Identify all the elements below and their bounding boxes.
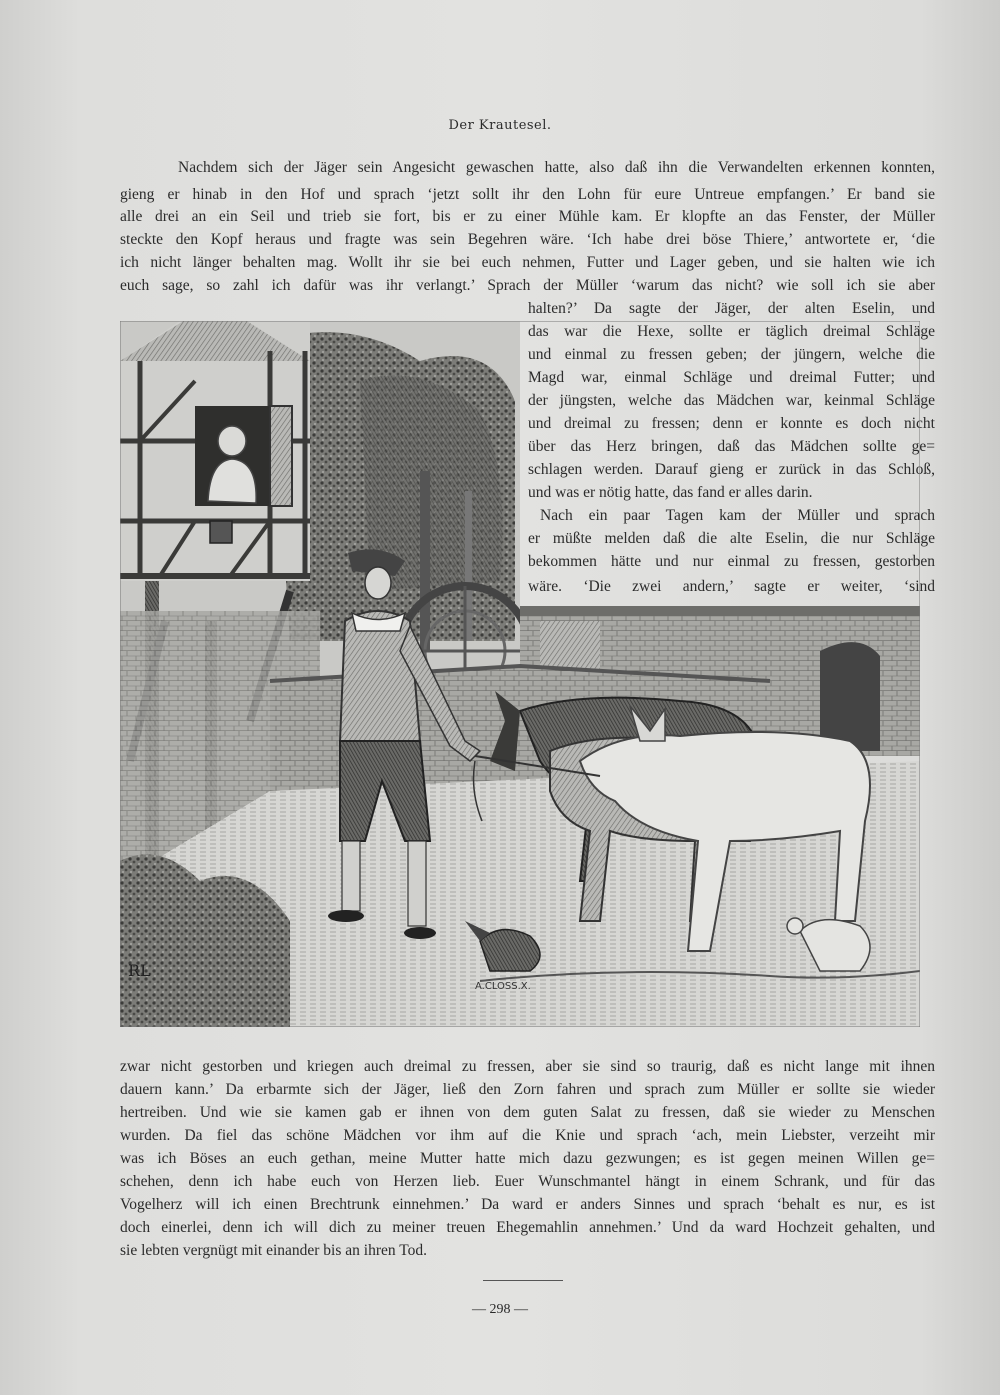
text-line: ich nicht länger behalten mag. Wollt ihr sie bei euch nehmen, Futter und Lager geben, und sie halten wie ich bbox=[120, 254, 935, 271]
text-line: Nachdem sich der Jäger sein Angesicht gewaschen hatte, also daß ihn die Verwandelten erkennen konnten, bbox=[178, 159, 935, 176]
column-line: Magd war, einmal Schläge und dreimal Futter; und bbox=[528, 369, 935, 386]
text-line: doch einerlei, denn ich will dich zu meiner treuen Ehegemahlin annehmen.’ Und da ward Hochzeit gehalten, und bbox=[120, 1219, 935, 1236]
section-divider bbox=[483, 1280, 563, 1281]
running-head: Der Krautesel. bbox=[448, 118, 552, 133]
column-line: über das Herz bringen, daß das Mädchen sollte ge= bbox=[528, 438, 935, 455]
engraver-signature: A.CLOSS.X. bbox=[475, 981, 531, 992]
text-line: gieng er hinab in den Hof und sprach ‘jetzt sollt ihr den Lohn für eure Untreue empfangen.’ Er band sie bbox=[120, 186, 935, 203]
text-line: zwar nicht gestorben und kriegen auch dreimal zu fressen, aber sie sind so traurig, daß es nicht lange mit ihnen bbox=[120, 1058, 935, 1075]
column-line: und was er nötig hatte, das fand er alles darin. bbox=[528, 484, 813, 501]
text-line: Vogelherz will ich einen Brechtrunk einnehmen.’ Da ward er anders Sinnes und sprach ‘behalt es nur, es ist bbox=[120, 1196, 935, 1213]
column-line: schlagen werden. Darauf gieng er zurück in das Schloß, bbox=[528, 461, 935, 478]
column-line: er müßte melden daß die alte Eselin, die nur Schläge bbox=[528, 530, 935, 547]
column-line: halten?’ Da sagte der Jäger, der alten Eselin, und bbox=[528, 300, 935, 317]
text-line: was ich Böses an euch gethan, meine Mutter hatte mich dazu gezwungen; es ist gegen meinen Willen ge= bbox=[120, 1150, 935, 1167]
text-line: euch sage, so zahl ich dafür was ihr verlangt.’ Sprach der Müller ‘warum das nicht? wie soll ich sie aber bbox=[120, 277, 935, 294]
text-line: schehen, denn ich habe euch von Herzen lieb. Euer Wunschmantel hängt in einem Schrank, und für das bbox=[120, 1173, 935, 1190]
text-line: alle drei an ein Seil und trieb sie fort, bis er zu einer Mühle kam. Er klopfte an das Fenster, der Müller bbox=[120, 208, 935, 225]
text-line: steckte den Kopf heraus und fragte was sein Begehren wäre. ‘Ich habe drei böse Thiere,’ antwortete er, ‘die bbox=[120, 231, 935, 248]
text-line: dauern kann.’ Da erbarmte sich der Jäger, ließ den Zorn fahren und sprach zum Müller er sollte sie wieder bbox=[120, 1081, 935, 1098]
page-number: — 298 — bbox=[472, 1302, 528, 1317]
column-line: und dreimal zu fressen; denn er konnte es doch nicht bbox=[528, 415, 935, 432]
text-line: wurden. Da fiel das schöne Mädchen vor ihm auf die Knie und sprach ‘ach, mein Liebster, verzeiht mir bbox=[120, 1127, 935, 1144]
column-line: das war die Hexe, sollte er täglich dreimal Schläge bbox=[528, 323, 935, 340]
column-line: und einmal zu fressen geben; der jüngern, welche die bbox=[528, 346, 935, 363]
text-line: sie lebten vergnügt mit einander bis an ihren Tod. bbox=[120, 1242, 427, 1259]
column-line: bekommen hätte und nur einmal zu fressen, gestorben bbox=[528, 553, 935, 570]
column-line: Nach ein paar Tagen kam der Müller und sprach bbox=[540, 507, 935, 524]
column-line: der jüngsten, welche das Mädchen war, keinmal Schläge bbox=[528, 392, 935, 409]
artist-signature: RL bbox=[128, 961, 151, 980]
column-line: wäre. ‘Die zwei andern,’ sagte er weiter, ‘sind bbox=[528, 578, 935, 595]
text-line: hertreiben. Und wie sie kamen gab er ihnen von dem guten Salat zu fressen, daß sie wieder zu Menschen bbox=[120, 1104, 935, 1121]
engraving-illustration bbox=[120, 321, 920, 1027]
